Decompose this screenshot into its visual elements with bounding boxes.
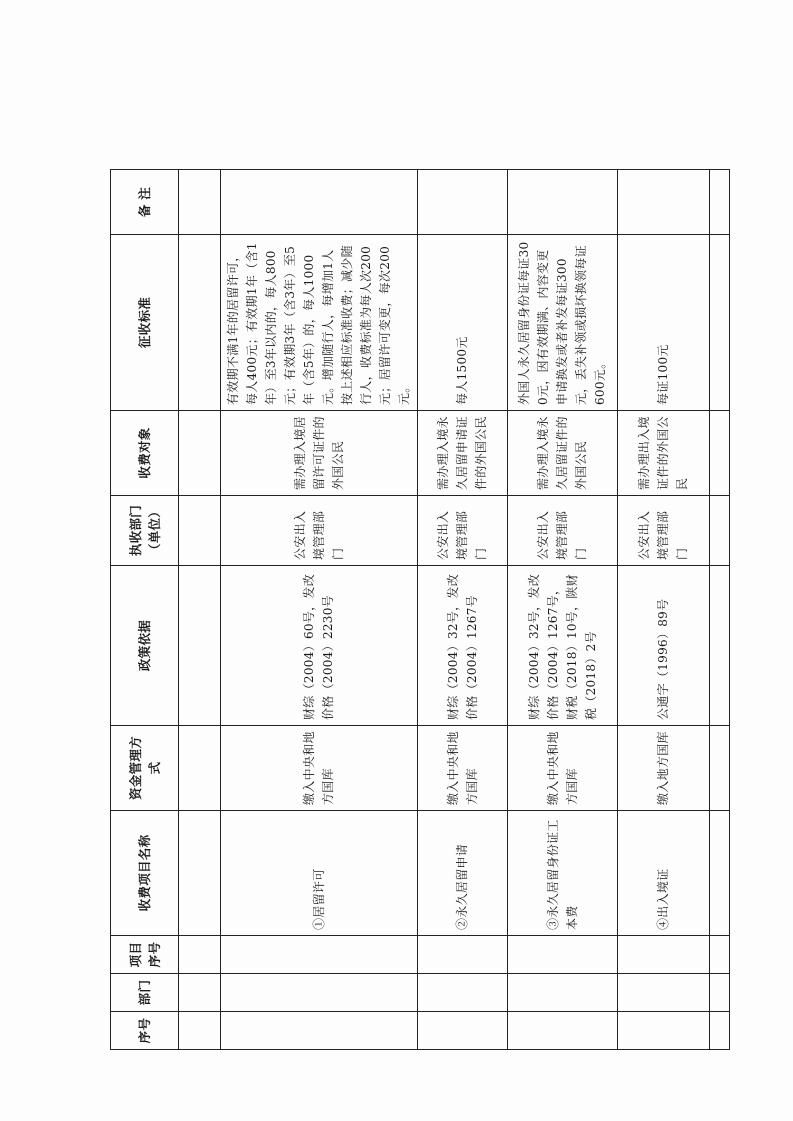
cell-unit: 公安出入境管理部门 (618, 496, 710, 566)
header-basis: 政策依据 (111, 566, 179, 726)
cell-fund: 缴入地方国库 (618, 726, 710, 811)
header-fund: 资金管理方式 (111, 726, 179, 811)
header-dept: 部门 (111, 974, 179, 1012)
table-row (508, 170, 618, 1050)
cell-standard: 每人1500元 (418, 235, 508, 411)
cell-remark (618, 170, 710, 235)
cell-standard: 有效期不满1年的居留许可，每人400元；有效期1年（含1年）至3年以内的，每人800元；有效期3年（含3年）至5年（含5年）的，每人1000元。增加随行人，每增加1人按上述相应标准收费；减少随行人，收费标准为每人次200元；居留许可变更，每次200元。 (221, 235, 418, 411)
cell-remark (508, 170, 618, 235)
fee-table (110, 169, 730, 1050)
cell-fund: 缴入中央和地方国库 (221, 726, 418, 811)
cell-name: ④出入境证 (618, 811, 710, 936)
cell-fund: 缴入中央和地方国库 (418, 726, 508, 811)
cell-standard: 每证100元 (618, 235, 710, 411)
table-row (418, 170, 508, 1050)
table-row-blank (179, 170, 221, 1050)
cell-unit: 公安出入境管理部门 (221, 496, 418, 566)
header-remark: 备 注 (111, 170, 179, 235)
cell-target: 需办理入境永久居留证件的外国公民 (508, 411, 618, 496)
cell-name: ②永久居留申请 (418, 811, 508, 936)
header-unit: 执收部门（单位） (111, 496, 179, 566)
cell-standard: 外国人永久居留身份证每证300元，因有效期满、内容变更申请换发或者补发每证300元，丢失补领或损坏换领每证600元。 (508, 235, 618, 411)
table-row-tail (710, 170, 730, 1050)
cell-name: ③永久居留身份证工本费 (508, 811, 618, 936)
fee-table-rotated (110, 170, 689, 1050)
header-item-seq: 项目序号 (111, 936, 179, 974)
cell-basis: 财综（2004）32号，发改价格（2004）1267号 (418, 566, 508, 726)
cell-target: 需办理出入境证件的外国公民 (618, 411, 710, 496)
header-target: 收费对象 (111, 411, 179, 496)
header-seq: 序号 (111, 1012, 179, 1050)
cell-fund: 缴入中央和地方国库 (508, 726, 618, 811)
cell-target: 需办理入境居留许可证件的外国公民 (221, 411, 418, 496)
table-row (221, 170, 418, 1050)
header-row (111, 170, 179, 1050)
table-row (618, 170, 710, 1050)
cell-basis: 公通字（1996）89号 (618, 566, 710, 726)
cell-name: ①居留许可 (221, 811, 418, 936)
cell-target: 需办理入境永久居留申请证件的外国公民 (418, 411, 508, 496)
cell-basis: 财综（2004）32号，发改价格（2004）1267号，财税（2018）10号，陕财税（2018）2号 (508, 566, 618, 726)
cell-remark (418, 170, 508, 235)
cell-remark (221, 170, 418, 235)
cell-unit: 公安出入境管理部门 (508, 496, 618, 566)
cell-basis: 财综（2004）60号，发改价格（2004）2230号 (221, 566, 418, 726)
cell-unit: 公安出入境管理部门 (418, 496, 508, 566)
header-name: 收费项目名称 (111, 811, 179, 936)
header-standard: 征收标准 (111, 235, 179, 411)
